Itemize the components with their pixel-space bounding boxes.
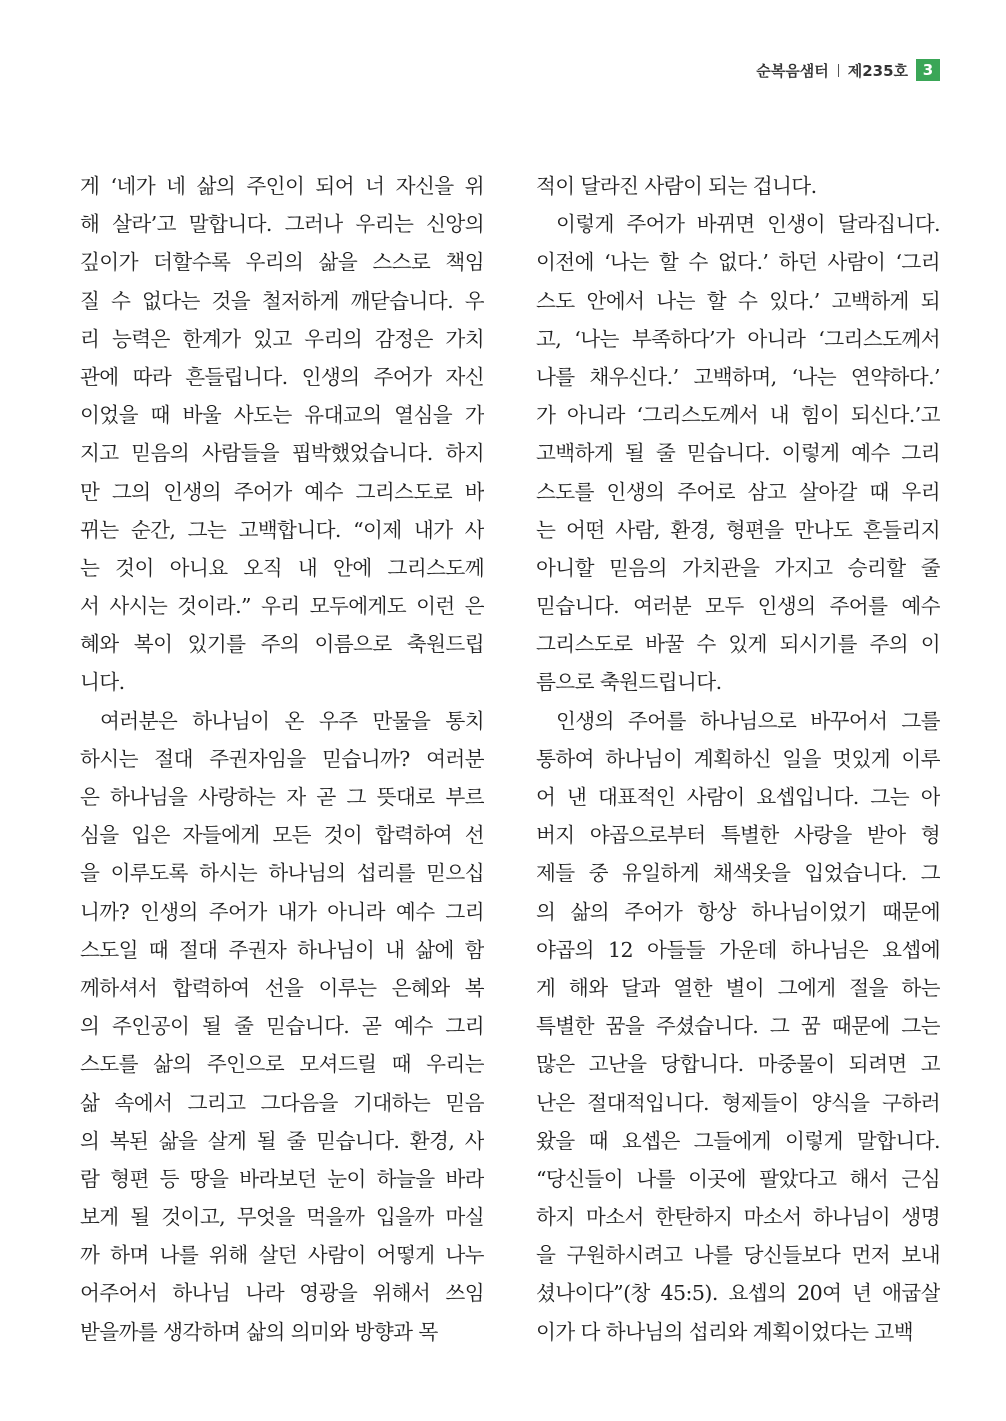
text-line: 는 것이 아니요 오직 내 안에 그리스도께 — [80, 555, 484, 580]
text-line: 게 해와 달과 열한 별이 그에게 절을 하는 — [536, 975, 940, 1000]
text-line: 의 주인공이 될 줄 믿습니다. 곧 예수 그리 — [80, 1014, 484, 1039]
text-line: 가 아니라 ‘그리스도께서 내 힘이 되신다.’고 — [536, 403, 940, 428]
text-line: 하시는 절대 주권자임을 믿습니까? 여러분 — [80, 746, 484, 771]
text-line: 어주어서 하나님 나라 영광을 위해서 쓰임 — [80, 1281, 484, 1306]
text-line: 해 살라’고 말합니다. 그러나 우리는 신앙의 — [80, 212, 484, 237]
text-line: 이전에 ‘나는 할 수 없다.’ 하던 사람이 ‘그리 — [536, 250, 940, 275]
header-divider — [838, 64, 839, 77]
text-line: 심을 입은 자들에게 모든 것이 합력하여 선 — [80, 823, 484, 848]
text-line: 의 삶의 주어가 항상 하나님이었기 때문에 — [536, 899, 940, 924]
text-line: 여러분은 하나님이 온 우주 만물을 통치 — [100, 708, 484, 733]
left-text-column — [80, 167, 484, 1351]
text-line: 보게 될 것이고, 무엇을 먹을까 입을까 마실 — [80, 1205, 484, 1230]
text-line: 께하셔서 합력하여 선을 이루는 은혜와 복 — [80, 975, 484, 1000]
text-line: 특별한 꿈을 주셨습니다. 그 꿈 때문에 그는 — [536, 1014, 940, 1039]
text-line: 는 어떤 사람, 환경, 형편을 만나도 흔들리지 — [536, 517, 940, 542]
text-line: 니까? 인생의 주어가 내가 아니라 예수 그리 — [80, 899, 484, 924]
text-line: 어 낸 대표적인 사람이 요셉입니다. 그는 아 — [536, 785, 940, 809]
page-number-badge: 3 — [916, 59, 940, 81]
text-line: 인생의 주어를 하나님으로 바꾸어서 그를 — [556, 708, 940, 733]
text-line: 스도 안에서 나는 할 수 있다.’ 고백하게 되 — [536, 288, 940, 313]
text-line: 만 그의 인생의 주어가 예수 그리스도로 바 — [80, 479, 484, 504]
issue-number: 제235호 — [847, 61, 908, 80]
text-line: 고백하게 될 줄 믿습니다. 이렇게 예수 그리 — [536, 441, 940, 466]
text-line: 을 이루도록 하시는 하나님의 섭리를 믿으십 — [80, 861, 484, 886]
right-text-column — [536, 167, 940, 1351]
text-line: 름으로 축원드립니다. — [536, 670, 722, 695]
text-line: 믿습니다. 여러분 모두 인생의 주어를 예수 — [536, 594, 940, 619]
text-line: 고, ‘나는 부족하다’가 아니라 ‘그리스도께서 — [536, 326, 940, 351]
text-line: 왔을 때 요셉은 그들에게 이렇게 말합니다. — [536, 1128, 940, 1153]
text-line: 난은 절대적입니다. 형제들이 양식을 구하러 — [536, 1090, 940, 1115]
text-line: 스도일 때 절대 주권자 하나님이 내 삶에 함 — [80, 937, 484, 962]
text-line: 제들 중 유일하게 채색옷을 입었습니다. 그 — [536, 861, 940, 886]
text-line: 받을까를 생각하며 삶의 의미와 방향과 목 — [80, 1319, 438, 1344]
text-line: 그리스도로 바꿀 수 있게 되시기를 주의 이 — [536, 632, 940, 657]
text-line: 통하여 하나님이 계획하신 일을 멋있게 이루 — [536, 746, 940, 771]
text-line: 이었을 때 바울 사도는 유대교의 열심을 가 — [80, 403, 484, 428]
text-line: 지고 믿음의 사람들을 핍박했었습니다. 하지 — [80, 441, 484, 466]
text-line: 셨나이다”(창 45:5). 요셉의 20여 년 애굽살 — [536, 1281, 940, 1306]
text-line: 관에 따라 흔들립니다. 인생의 주어가 자신 — [80, 364, 484, 389]
text-line: 은 하나님을 사랑하는 자 곧 그 뜻대로 부르 — [80, 785, 484, 809]
text-line: 야곱의 12 아들들 가운데 하나님은 요셉에 — [536, 937, 940, 962]
text-line: 아니할 믿음의 가치관을 가지고 승리할 줄 — [536, 555, 940, 580]
text-line: 니다. — [80, 670, 125, 695]
text-line: 깊이가 더할수록 우리의 삶을 스스로 책임 — [80, 250, 484, 275]
text-line: 리 능력은 한계가 있고 우리의 감정은 가치 — [80, 326, 484, 351]
text-line: 이가 다 하나님의 섭리와 계획이었다는 고백 — [536, 1319, 914, 1344]
text-line: 삶 속에서 그리고 그다음을 기대하는 믿음 — [80, 1090, 484, 1115]
magazine-name: 순복음샘터 — [756, 61, 829, 80]
text-line: 의 복된 삶을 살게 될 줄 믿습니다. 환경, 사 — [80, 1128, 484, 1153]
text-line: 이렇게 주어가 바뀌면 인생이 달라집니다. — [556, 212, 940, 237]
text-line: 혜와 복이 있기를 주의 이름으로 축원드립 — [80, 632, 484, 657]
text-line: 서 사시는 것이라.” 우리 모두에게도 이런 은 — [80, 594, 484, 619]
text-line: 을 구원하시려고 나를 당신들보다 먼저 보내 — [536, 1243, 940, 1268]
text-line: 까 하며 나를 위해 살던 사람이 어떻게 나누 — [80, 1243, 484, 1268]
text-line: 게 ‘네가 네 삶의 주인이 되어 너 자신을 위 — [80, 174, 484, 198]
text-line: 질 수 없다는 것을 철저하게 깨닫습니다. 우 — [80, 288, 484, 313]
text-line: 뀌는 순간, 그는 고백합니다. “이제 내가 사 — [80, 517, 484, 542]
text-line: 버지 야곱으로부터 특별한 사랑을 받아 형 — [536, 823, 940, 848]
text-line: 스도를 삶의 주인으로 모셔드릴 때 우리는 — [80, 1052, 484, 1077]
text-line: 적이 달라진 사람이 되는 겁니다. — [536, 174, 817, 198]
text-line: 람 형편 등 땅을 바라보던 눈이 하늘을 바라 — [80, 1166, 484, 1191]
text-line: 하지 마소서 한탄하지 마소서 하나님이 생명 — [536, 1205, 940, 1230]
text-line: “당신들이 나를 이곳에 팔았다고 해서 근심 — [536, 1166, 940, 1191]
text-line: 스도를 인생의 주어로 삼고 살아갈 때 우리 — [536, 479, 940, 504]
page-header — [756, 58, 940, 82]
text-line: 많은 고난을 당합니다. 마중물이 되려면 고 — [536, 1052, 940, 1077]
text-line: 나를 채우신다.’ 고백하며, ‘나는 연약하다.’ — [536, 364, 940, 389]
